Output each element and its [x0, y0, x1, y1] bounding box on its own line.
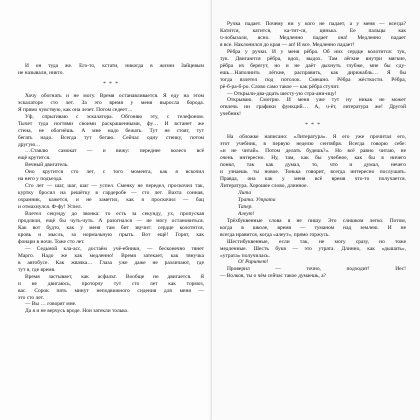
paragraph [220, 134, 406, 190]
text-line: — Волков, ты о чём сейчас такое думаешь, а? [220, 273, 326, 280]
text-line: продлили, ещё бы чуть-чуть. А разогнался — не могу остановиться. [18, 218, 204, 225]
text-line: рё-б-ра-б-ро. Слово само такое — как рёбра стучит. [220, 83, 340, 90]
text-line: стена, не обогнёшь. А мне надо бежать. Тут не стоят, тут [18, 127, 204, 134]
text-line: отвлечь ни графики функций… А, ч-ёт, литература же! Другой [220, 104, 406, 111]
paragraph [220, 218, 406, 239]
text-line: Лита [238, 189, 252, 196]
paragraph [18, 148, 204, 162]
text-line: — Вы … говорят мне. [25, 301, 77, 308]
text-line: Ручка падает. Почему ни у кого не падает, а у меня — всегда? [227, 21, 406, 27]
text-line: Да я и не верчусь вроде. Нои затекли только. [25, 308, 129, 315]
verse-block [238, 190, 406, 218]
text-line: Оно крутится сто лет, с того момента, как я вскочил [25, 169, 204, 176]
text-line: тогда взлетел под потолок. Смешно. Рёбра жёсткости. Рёбра, [220, 76, 406, 83]
paragraph [220, 21, 406, 49]
text-line: ещё крутится. [18, 155, 51, 162]
paragraph [220, 266, 406, 280]
text-line: понял, так как думал, то, что и думал, нечего [220, 162, 406, 169]
text-line: кровь и мысль, за нормальную прыть. Вот ещё! Горят, как [18, 231, 204, 238]
section-separator: * * * [103, 80, 119, 87]
text-line: Катится, катится, ка-тит-ся, цинька. Ее пальцы как [220, 27, 406, 34]
text-line: учебник! [220, 111, 241, 118]
text-line: Шестибуквенные, если так, не могу сразу, но тоже [227, 238, 406, 245]
text-line: всегда нравится, когда «алеут», прямо горжусь. [220, 231, 330, 238]
text-line: и отмахнулся. Ф-фу! Успел. [18, 204, 82, 211]
paragraph [18, 211, 204, 246]
text-line: фонари в ночи. Тоже сто лет. [18, 238, 85, 245]
text-line: в автобусе. Как жвачка… Глаза уже даже не различают, где [18, 259, 204, 266]
right-page [212, 0, 420, 420]
paragraph [18, 183, 204, 211]
text-line: Я прямо чувствую, как она лезет. Потом седеет… [18, 106, 133, 113]
text-line: я все. Наклонился до края — ап! И все. Медленно падает! [220, 41, 355, 48]
paragraph [18, 308, 204, 315]
text-line: Трата. Утрата [238, 196, 276, 203]
text-line: На обложке написано: «Литература». Я его уже прочитал его, [227, 134, 406, 141]
paragraph [220, 49, 406, 91]
text-line: Литература. Хорошее слово, длинное. [220, 182, 308, 189]
text-line: Марго. Надо же как медленно! Время затекает, как тянучка [18, 252, 204, 259]
paragraph [18, 169, 204, 183]
text-line: тут я, где время. [18, 266, 56, 273]
text-line: куртку бросил на решётку в гардеробе — сто лет. Вахта сонная, [18, 190, 204, 197]
text-line: бегать надо. Всегда тут бегаю. Сейчас одну стенку, потом [18, 134, 204, 141]
text-line: Вечный двигатель. [25, 162, 69, 169]
paragraph [18, 162, 204, 169]
text-line: Проверил — точно, подходит! Иес! [227, 266, 406, 273]
text-line: другую… [18, 141, 41, 148]
text-line: И он туда же. Его-то, кстати, никогда в жизни Зайцевым [25, 63, 204, 69]
paragraph [18, 246, 204, 274]
text-line: — Открыли-два-дцать шесту-ую стра-ани-ицу! [227, 90, 337, 97]
text-line: Как вот будто, как у меня там бит звучит: сердце колотится, [18, 224, 204, 231]
text-line: О! Раритет! [238, 259, 269, 266]
section-separator: * * * [305, 122, 321, 129]
text-line: очень интересно. Ну, там, как бы учебное, как бы я ничего [220, 155, 406, 162]
text-line: медленные. Шесть букв — это утрата. Длинно, как «дышать», [220, 245, 406, 252]
text-line: охранник, кажется, и не заметил, как я проскочил — бац [18, 197, 204, 204]
text-line: тук. Двигаются рёбра, вдох, выдох. Там лёгкие внутри мягкие, [220, 55, 406, 62]
verse-block [238, 259, 406, 266]
text-line: и не двигаюсь, проторчу тут сто лет как тормоз, [18, 280, 204, 287]
paragraph [18, 301, 204, 308]
text-line: Тычет туда ногтями своими раскрашенными, фу… И встанет же [18, 120, 204, 127]
text-line: Открываю. Смотрю. И меня уже тут ну никак не может [227, 97, 406, 104]
text-line: Тапер. [238, 203, 253, 210]
paragraph [220, 239, 406, 260]
text-line: Хочу обогнать и не могу. Время останавливается. Я еду на этом [25, 92, 204, 99]
paragraph [220, 91, 406, 98]
text-line: когда в школе, время — туманом над землею. И не [220, 224, 406, 231]
text-line: и узнаешь ты новое. Тонька говорит, всегда интересно послушать. [220, 169, 406, 176]
paragraph [18, 93, 204, 114]
text-line: Сто лет — шаг, шаг, шаг — успел. Сменку не передел, проскочил так, [25, 183, 204, 190]
paragraph [220, 97, 406, 118]
text-line: — Седьмой кла-асс, достаём учё-ебники, — бесконечно тянет [25, 245, 204, 252]
paragraph [18, 274, 204, 302]
paragraph [18, 114, 204, 149]
text-line: не называли, никто. [18, 69, 64, 76]
text-line: рёбра их берегут, но и не даёт дыхнуть глубже, мне бы сду- [220, 62, 406, 69]
text-line: …Ставлю самокат — и вижу: переднее колесо всё [25, 148, 204, 155]
text-line: эскалаторе сто лет. За это время у меня выросла борода. [18, 99, 204, 106]
text-line: вас. Сорок пять минут неподвижного сидения для меня — [18, 287, 204, 294]
text-line: Трёхбуквенные слова я не пишу. Это слишком легко. Потом, [227, 217, 406, 224]
text-line: Влетел секунду до звонка: то есть за секунду, ух, пропуская [25, 211, 204, 218]
text-line: Алеут! [238, 210, 255, 217]
text-line: «утрата» получилась. [220, 252, 270, 259]
text-line: «и не читай». Потом делать будешь?». Но всё равно читаю, не [220, 148, 406, 155]
text-line: это сто лет. [18, 294, 44, 301]
text-line: Уф, спрыгиваю с эскалатора. Обгоняю эту, с телефоном. [25, 113, 204, 120]
text-line: ч-лобызали, ясно. Медленно падает она! Медленно падает [220, 34, 406, 41]
text-line: Время застывает, как асфальт. Вообще не двигается. Я [25, 273, 204, 280]
text-line: Правда, она как у меня всё время что-то получается. [220, 176, 406, 183]
text-line: ешь…Наполнить лёгкие, расправить, как дирижабль… Я бы [220, 69, 406, 76]
text-line: этот учебник, в первую неделю сентября. Всегда говорю себе: [220, 141, 406, 148]
text-line: Рёбра у ручки. И у меня рёбра. Об них сердце колотится: тук, [227, 48, 406, 55]
text-line: на него у подъезда. [18, 176, 63, 183]
paragraph [18, 63, 204, 77]
